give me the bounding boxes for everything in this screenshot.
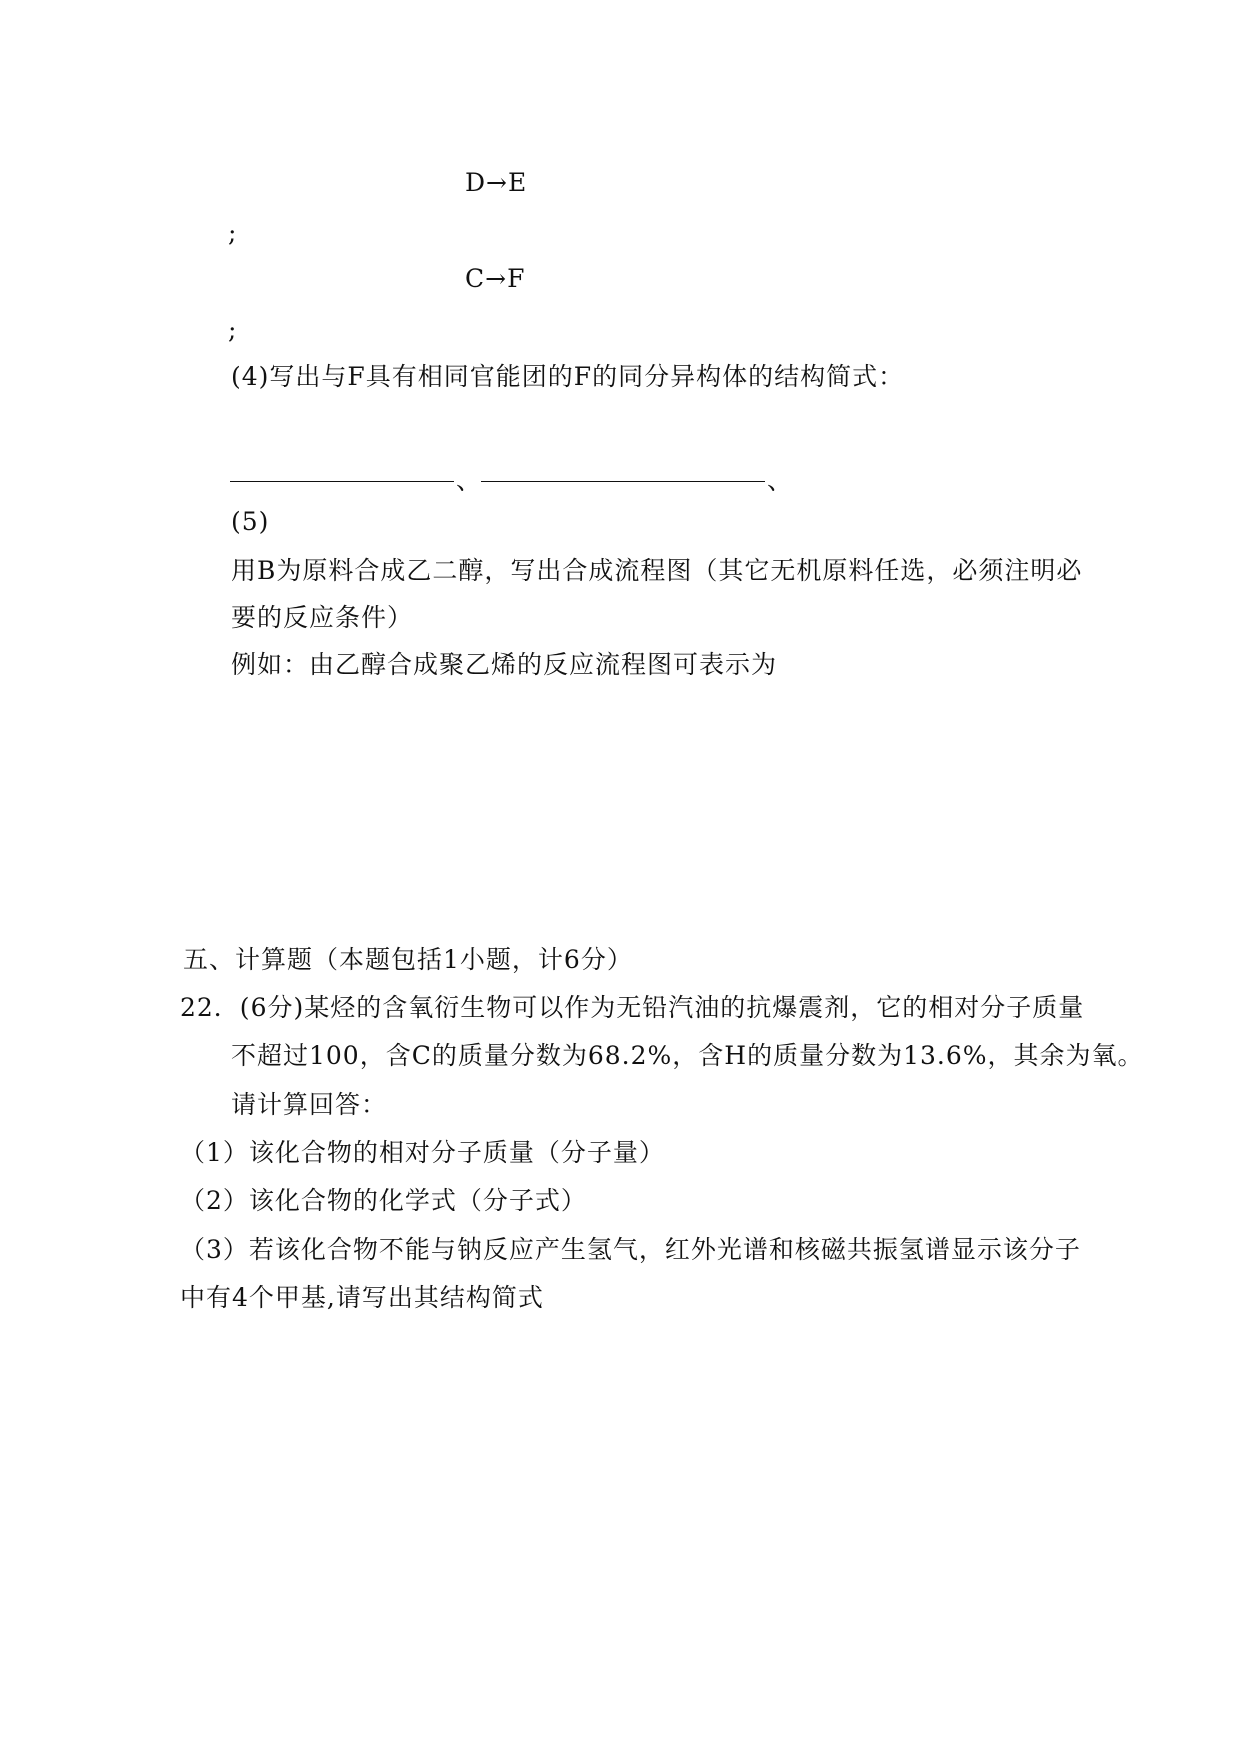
reaction-c-to-f-end: ; xyxy=(228,315,238,344)
q4-separator-2: 、 xyxy=(767,466,794,495)
q4-prompt: (4)写出与F具有相同官能团的F的同分异构体的结构简式： xyxy=(231,362,905,391)
q22-sub-question-2: （2）该化合物的化学式（分子式） xyxy=(180,1186,587,1215)
q5-text-line-1: 用B为原料合成乙二醇，写出合成流程图（其它无机原料任选，必须注明必 xyxy=(231,556,1083,585)
q22-sub-question-1: （1）该化合物的相对分子质量（分子量） xyxy=(180,1138,665,1167)
q5-text-line-2: 要的反应条件） xyxy=(231,603,414,632)
q4-separator-1: 、 xyxy=(456,466,483,495)
q4-answer-blank-1 xyxy=(230,481,454,482)
reaction-c-to-f: C→F xyxy=(465,264,526,293)
q5-number: (5) xyxy=(231,507,270,536)
reaction-d-to-e: D→E xyxy=(465,168,528,197)
q22-text-line-1: 22．(6分)某烃的含氧衍生物可以作为无铅汽油的抗爆震剂，它的相对分子质量 xyxy=(180,993,1085,1022)
reaction-d-to-e-end: ; xyxy=(228,218,238,247)
q4-answer-blank-2 xyxy=(481,481,765,482)
q22-sub-question-3-line-2: 中有4个甲基,请写出其结构简式 xyxy=(180,1283,544,1312)
q22-text-line-2: 不超过100，含C的质量分数为68.2%，含H的质量分数为13.6%，其余为氧。 xyxy=(231,1041,1144,1070)
section-5-heading: 五、计算题（本题包括1小题，计6分） xyxy=(183,945,633,974)
q5-example-line: 例如：由乙醇合成聚乙烯的反应流程图可表示为 xyxy=(231,650,778,679)
q22-text-line-3: 请计算回答： xyxy=(231,1090,388,1119)
q22-sub-question-3-line-1: （3）若该化合物不能与钠反应产生氢气，红外光谱和核磁共振氢谱显示该分子 xyxy=(180,1235,1081,1264)
